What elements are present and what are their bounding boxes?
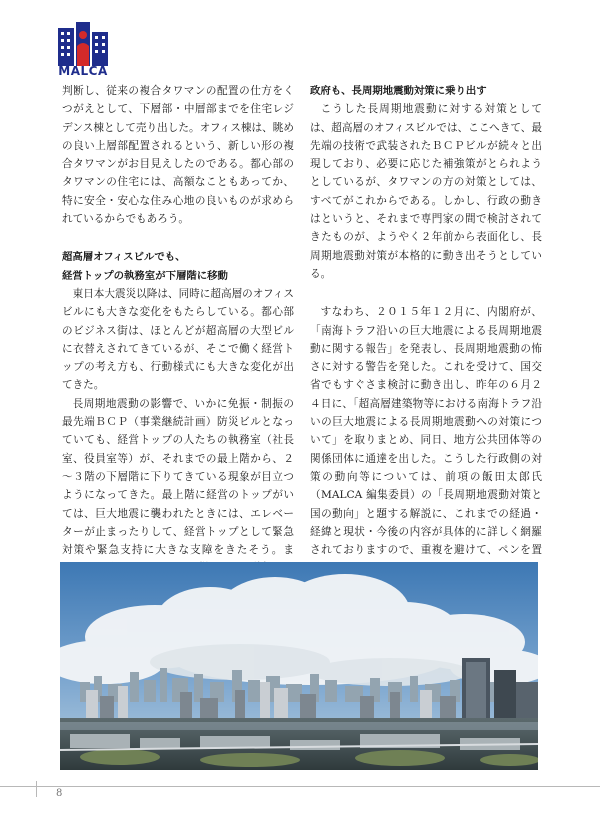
page-number: 8 xyxy=(56,788,63,799)
left-heading-line-1: 超高層オフィスビルでも、 xyxy=(62,251,186,264)
right-heading: 政府も、長周期地震動対策に乗り出す xyxy=(310,85,487,97)
right-paragraph-2: すなわち、２０１５年１２月に、内閣府が、「南海トラフ沿いの巨大地震による長周期地震動に関する報告」を発表し、長周期地震動の怖さに対する警告を発した。これを受けて、国交省でもすぐさま検討に動き出し、昨年の６月２４日に、「超高層建築物等における南海トラフ沿いの巨大地震による長周期地震動への対策について」を取りまとめ、同日、地方公共団体等の関係団体に通達を出した。こうした行政側の対策の動向等については、前項の飯田太郎氏（MALCA 編集委員）の「長周期地震動対策と国の動向」と題する解説に、これまでの経過・経緯と現状・今後の内容が具体的に詳しく網羅されておりますので、重複を避けて、ペンを置 xyxy=(310,306,542,557)
building-logo-icon xyxy=(58,22,108,66)
left-column xyxy=(62,82,294,596)
footer-tick xyxy=(36,781,37,797)
left-heading-line-2: 経営トップの執務室が下層階に移動 xyxy=(62,269,228,282)
left-paragraph-3: 長周期地震動の影響で、いかに免振・制振の最先端ＢＣＰ（事業継続計画）防災ビルとなっていても、経営トップの人たちの執務室（社長室、役員室等）が、それまでの最上階から、２～３階の下層階に下りてきている現象が目立つようになってきた。最上階に経営のトップがいては、巨大地震に襲われたときには、エレベーターが止まったりして、経営トップとして緊急対策や緊急支持に大きな支障をきたそう。ま xyxy=(62,397,294,557)
right-paragraph-1: こうした長周期地震動に対する対策としては、超高層のオフィスビルでは、ここへきて、最先端の技術で武装されたＢＣＰビルが続々と出現しており、必要に応じた補強策がとられようとしているが、タワマンの方の対策としては、すべてがこれからである。しかし、行政の動きはというと、それまで専門家の間で検討されてきたものが、ようやく２年前から表面化し、長周期地震動対策が本格的に動き出そうとしている。 xyxy=(310,103,542,280)
left-paragraph-2: 東日本大震災以降は、同時に超高層のオフィスビルにも大きな変化をもたらしている。都心部のビジネス街は、ほとんどが超高層の大型ビルに衣替えされてきているが、そこで働く経営トップの考え方も、行動様式にも大きな変化が出てきた。 xyxy=(62,287,294,392)
left-paragraph-1: 判断し、従来の複合タワマンの配置の仕方をくつがえとして、下層部・中層部までを住宅レジデンス棟として売り出した。オフィス棟は、眺めの良い上層部配置されるという、新しい形の複合タワマンがお目見えしたのである。都心部のタワマンの住宅には、高額なこともあってか、特に安全・安心な住み心地の良いものが求められているからでもあろう。 xyxy=(62,85,294,226)
city-skyline-photo xyxy=(60,562,538,770)
right-column xyxy=(310,82,542,578)
brand-name: MALCA xyxy=(58,64,108,78)
footer-rule xyxy=(0,786,600,787)
